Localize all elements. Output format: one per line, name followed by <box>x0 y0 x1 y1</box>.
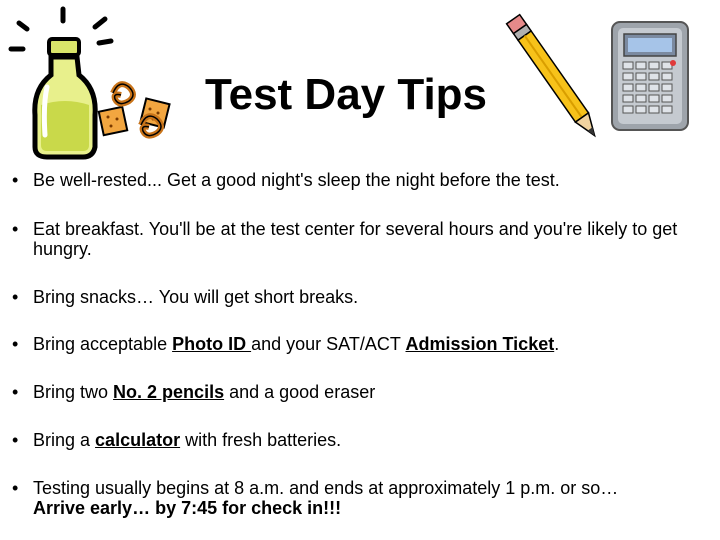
arrive-early-text: Arrive early… by 7:45 for check in!!! <box>33 498 342 518</box>
tip-calculator <box>33 430 705 450</box>
bullet-marker: • <box>12 170 19 190</box>
tip-pencils <box>33 382 705 402</box>
bullet-marker: • <box>12 219 19 239</box>
bullet-marker: • <box>12 430 19 450</box>
bullet-marker: • <box>12 382 19 402</box>
tip-documents <box>33 334 705 354</box>
tip-text: with fresh batteries. <box>180 430 342 450</box>
tip-timing-line: Testing usually begins at 8 a.m. and ends at approximately 1 p.m. or so… <box>33 478 619 498</box>
calculator-text: calculator <box>95 430 181 450</box>
tip-snacks: Bring snacks… You will get short breaks. <box>33 287 359 307</box>
tip-text: Bring acceptable <box>33 334 173 354</box>
page-title: Test Day Tips <box>205 70 488 119</box>
bullet-marker: • <box>12 334 19 354</box>
tip-breakfast: Eat breakfast. You'll be at the test center for several hours and you're likely to get hungry. <box>33 219 678 259</box>
photo-id-text: Photo ID <box>172 334 252 354</box>
tip-text: and a good eraser <box>224 382 376 402</box>
tip-timing <box>33 478 705 518</box>
tip-text: Bring a <box>33 430 96 450</box>
pencils-text: No. 2 pencils <box>113 382 225 402</box>
bullet-marker: • <box>12 478 19 498</box>
tip-rest: Be well-rested... Get a good night's sleep the night before the test. <box>33 170 560 190</box>
tip-text: . <box>554 334 560 354</box>
tip-text: and your SAT/ACT <box>251 334 406 354</box>
bullet-marker: • <box>12 287 19 307</box>
tip-text: Bring two <box>33 382 114 402</box>
admission-ticket-text: Admission Ticket <box>405 334 555 354</box>
